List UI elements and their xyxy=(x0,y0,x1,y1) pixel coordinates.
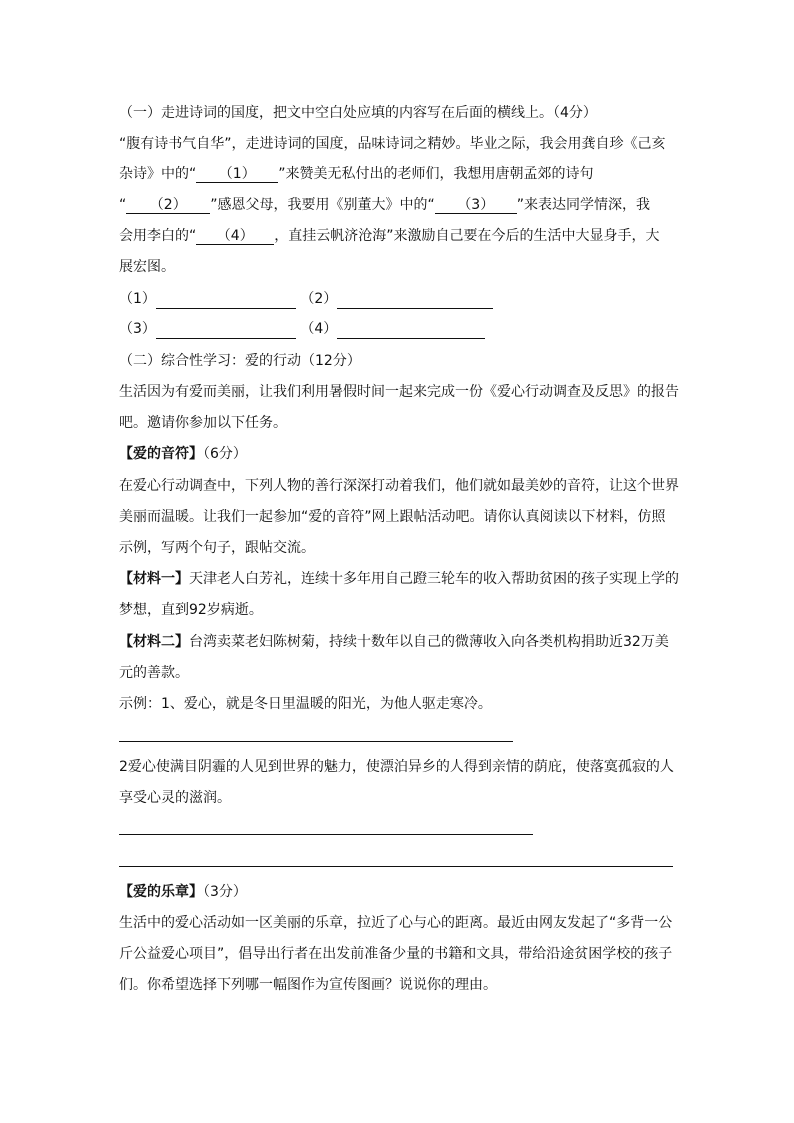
answer-label-3: （3） xyxy=(119,321,156,337)
answer-rule-1[interactable] xyxy=(119,741,513,742)
material2-label: 【材料二】 xyxy=(119,634,189,650)
material2-text: 台湾卖菜老妇陈树菊，持续十数年以自己的微薄收入向各类机构捐助近32万美 xyxy=(189,634,669,650)
text-span: ，直挂云帆济沧海”来激励自己要在今后的生活中大显身手，大 xyxy=(274,228,660,244)
material2-line-1 xyxy=(119,632,669,652)
section1-paragraph-line-4 xyxy=(119,226,660,246)
section1-heading: （一）走进诗词的国度，把文中空白处应填的内容写在后面的横线上。（4分） xyxy=(119,105,597,121)
answer-row-2 xyxy=(119,319,485,339)
task1-title-line xyxy=(119,444,247,464)
task2-line-1: 生活中的爱心活动如一区美丽的乐章，拉近了心与心的距离。最近由网友发起了“多背一公 xyxy=(119,915,673,931)
task2-line-3: 们。你希望选择下列哪一幅图作为宣传图画？说说你的理由。 xyxy=(119,977,497,993)
section1-paragraph-line-2 xyxy=(119,164,594,184)
example-2-line-2: 享受心灵的滋润。 xyxy=(119,790,231,806)
task1-score: （6分） xyxy=(203,446,247,462)
text-span: “ xyxy=(119,197,127,213)
material1-text: 天津老人白芳礼，连续十多年用自己蹬三轮车的收入帮助贫困的孩子实现上学的 xyxy=(189,571,679,587)
answer-row-1 xyxy=(119,289,493,309)
section2-intro-line-2: 吧。邀请你参加以下任务。 xyxy=(119,415,287,431)
text-span: ”感恩父母，我要用《别董大》中的“ xyxy=(210,197,435,213)
task2-title-line xyxy=(119,882,247,902)
material1-label: 【材料一】 xyxy=(119,571,189,587)
task1-title: 【爱的音符】 xyxy=(119,446,203,462)
answer-label-1: （1） xyxy=(119,291,156,307)
task2-line-2: 斤公益爱心项目”，倡导出行者在出发前准备少量的书籍和文具，带给沿途贫困学校的孩子 xyxy=(119,946,673,962)
fill-blank-1: （1） xyxy=(196,166,278,183)
section1-paragraph-line-5: 展宏图。 xyxy=(119,259,175,275)
material2-line-2: 元的善款。 xyxy=(119,665,189,681)
task2-score: （3分） xyxy=(203,884,247,900)
material1-line-2: 梦想，直到92岁病逝。 xyxy=(119,602,263,618)
section1-paragraph-line-3 xyxy=(119,195,650,215)
answer-label-2: （2） xyxy=(300,291,338,307)
task2-title: 【爱的乐章】 xyxy=(119,884,203,900)
section1-paragraph-line-1: “腹有诗书气自华”，走进诗词的国度，品味诗词之精妙。毕业之际，我会用龚自珍《己亥 xyxy=(119,136,666,152)
task1-line-1: 在爱心行动调查中，下列人物的善行深深打动着我们，他们就如最美妙的音符，让这个世界 xyxy=(119,478,679,494)
fill-blank-4: （4） xyxy=(196,228,274,245)
example-1: 示例：1、爱心，就是冬日里温暖的阳光，为他人驱走寒冷。 xyxy=(119,696,492,712)
text-span: ”来表达同学情深，我 xyxy=(516,197,651,213)
example-2-line-1: 2爱心使满目阴霾的人见到世界的魅力，使漂泊异乡的人得到亲情的荫庇，使落寞孤寂的人 xyxy=(119,759,674,775)
answer-line-2[interactable] xyxy=(337,293,493,309)
text-span: 杂诗》中的“ xyxy=(119,166,197,182)
text-span: 会用李白的“ xyxy=(119,228,197,244)
task1-line-3: 示例，写两个句子，跟帖交流。 xyxy=(119,540,315,556)
answer-line-3[interactable] xyxy=(156,323,296,339)
answer-rule-2[interactable] xyxy=(119,834,533,835)
answer-line-4[interactable] xyxy=(337,323,485,339)
section2-heading: （二）综合性学习：爱的行动（12分） xyxy=(119,353,361,369)
fill-blank-2: （2） xyxy=(126,197,210,214)
material1-line-1 xyxy=(119,569,679,589)
fill-blank-3: （3） xyxy=(435,197,517,214)
answer-rule-3[interactable] xyxy=(119,866,673,867)
task1-line-2: 美丽而温暖。让我们一起参加“爱的音符”网上跟帖活动吧。请你认真阅读以下材料，仿照 xyxy=(119,509,666,525)
section2-intro-line-1: 生活因为有爱而美丽，让我们利用暑假时间一起来完成一份《爱心行动调查及反思》的报告 xyxy=(119,384,679,400)
answer-label-4: （4） xyxy=(300,321,338,337)
answer-line-1[interactable] xyxy=(156,293,296,309)
text-span: ”来赞美无私付出的老师们，我想用唐朝孟郊的诗句 xyxy=(278,166,594,182)
